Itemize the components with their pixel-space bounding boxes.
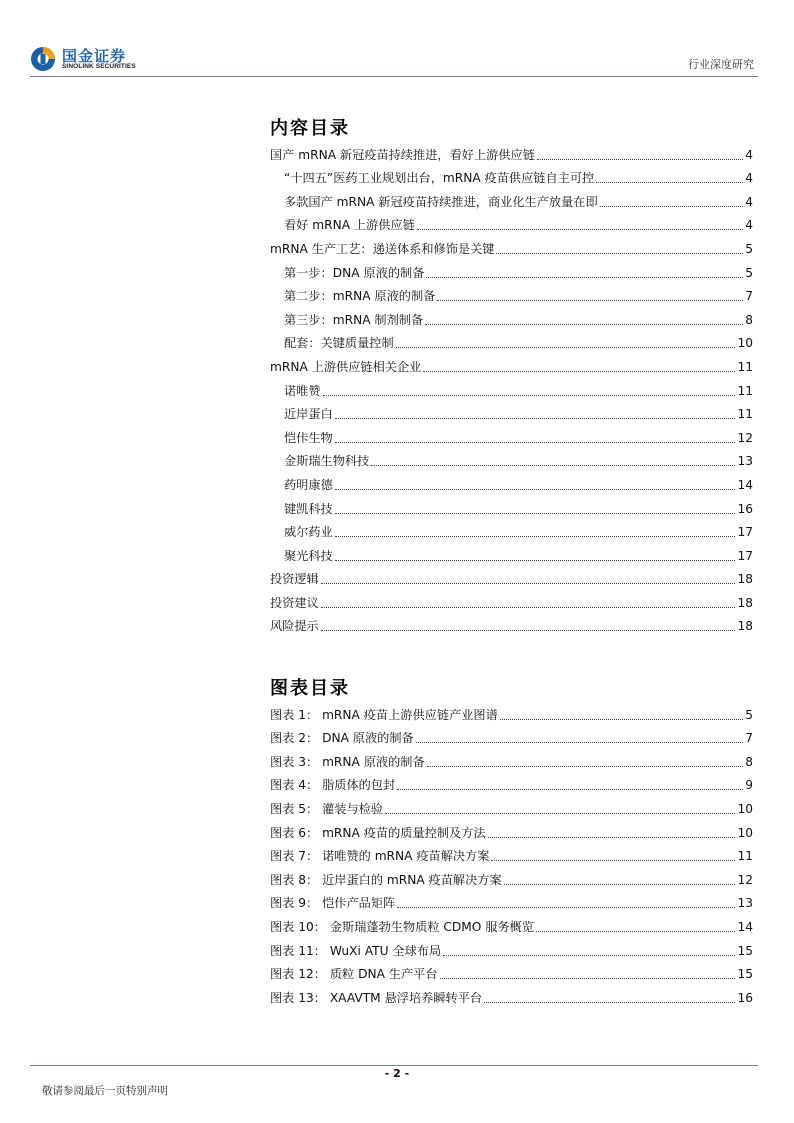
figure-entry-page-number: 15 (737, 943, 753, 958)
toc-entry-page-number: 16 (737, 501, 753, 516)
figure-entry-page-number: 12 (737, 872, 753, 887)
page-number: - 2 - (384, 1067, 410, 1080)
dot-leader (423, 371, 735, 372)
toc-entry[interactable] (270, 611, 753, 635)
figure-entry[interactable] (270, 959, 753, 983)
report-type-label: 行业深度研究 (688, 58, 754, 71)
sinolink-logo-icon (30, 46, 56, 72)
dot-leader (600, 206, 744, 207)
toc-entry-page-number: 5 (745, 241, 753, 256)
toc-entry[interactable] (270, 281, 753, 305)
toc-entry-page-number: 4 (745, 194, 753, 209)
header-divider (30, 76, 758, 77)
dot-leader (321, 583, 736, 584)
toc-entry[interactable] (270, 163, 753, 187)
figure-entry-page-number: 7 (745, 731, 753, 746)
toc-entry-label: 诺唯赞 (284, 383, 321, 398)
toc-entry[interactable] (270, 186, 753, 210)
toc-entry-label: 投资建议 (270, 595, 319, 610)
toc-entry-page-number: 13 (737, 454, 753, 469)
figure-entry-page-number: 13 (737, 896, 753, 911)
toc-entry-label: 配套：关键质量控制 (284, 336, 394, 351)
figure-entry[interactable] (270, 888, 753, 912)
dot-leader (426, 277, 743, 278)
disclaimer-note: 敬请参阅最后一页特别声明 (42, 1085, 168, 1097)
footer-divider (30, 1065, 758, 1066)
figure-entry[interactable] (270, 982, 753, 1006)
toc-entry-page-number: 17 (737, 525, 753, 540)
figure-entry-label: 图表 6： mRNA 疫苗的质量控制及方法 (270, 825, 486, 840)
toc-entry[interactable] (270, 351, 753, 375)
toc-entry-page-number: 18 (737, 572, 753, 587)
figure-entry-label: 图表 11： WuXi ATU 全球布局 (270, 943, 442, 958)
figure-entry-page-number: 8 (745, 754, 753, 769)
figure-entry-label: 图表 7： 诺唯赞的 mRNA 疫苗解决方案 (270, 849, 490, 864)
dot-leader (335, 560, 736, 561)
figure-entry-label: 图表 5： 灌装与检验 (270, 801, 384, 816)
dot-leader (335, 442, 736, 443)
toc-entry[interactable] (270, 233, 753, 257)
dot-leader (397, 789, 743, 790)
figure-entry[interactable] (270, 723, 753, 747)
toc-entry-label: mRNA 生产工艺：递送体系和修饰是关键 (270, 241, 495, 256)
dot-leader (537, 159, 743, 160)
toc-entry[interactable] (270, 399, 753, 423)
toc-entry[interactable] (270, 469, 753, 493)
toc-entry-page-number: 7 (745, 289, 753, 304)
figure-entry[interactable] (270, 770, 753, 794)
dot-leader (437, 300, 743, 301)
figure-entry-label: 图表 9： 恺佧产品矩阵 (270, 896, 396, 911)
toc-entry-label: 投资逻辑 (270, 572, 319, 587)
figure-entry-label: 图表 1： mRNA 疫苗上游供应链产业图谱 (270, 707, 498, 722)
toc-entry-label: 药明康德 (284, 477, 333, 492)
dot-leader (416, 742, 744, 743)
figure-entry-page-number: 15 (737, 967, 753, 982)
toc-entry-label: “十四五”医药工业规划出台，mRNA 疫苗供应链自主可控 (284, 171, 595, 186)
figure-entry-label: 图表 8： 近岸蛋白的 mRNA 疫苗解决方案 (270, 872, 502, 887)
dot-leader (397, 907, 735, 908)
toc-entry[interactable] (270, 446, 753, 470)
figure-entry[interactable] (270, 841, 753, 865)
toc-entry[interactable] (270, 139, 753, 163)
dot-leader (335, 489, 736, 490)
dot-leader (371, 465, 735, 466)
figure-entry[interactable] (270, 699, 753, 723)
toc-entry[interactable] (270, 564, 753, 588)
figure-entry-label: 图表 3： mRNA 原液的制备 (270, 754, 425, 769)
toc-entry[interactable] (270, 328, 753, 352)
toc-entry[interactable] (270, 540, 753, 564)
figure-entry[interactable] (270, 864, 753, 888)
toc-entry-label: mRNA 上游供应链相关企业 (270, 359, 422, 374)
dot-leader (335, 536, 736, 537)
dot-leader (425, 324, 743, 325)
dot-leader (385, 813, 735, 814)
figure-entry[interactable] (270, 911, 753, 935)
toc-entry-label: 恺佧生物 (284, 430, 333, 445)
figure-entry-label: 图表 2： DNA 原液的制备 (270, 731, 414, 746)
toc-entry-page-number: 12 (737, 430, 753, 445)
dot-leader (484, 1002, 735, 1003)
toc-entry-label: 国产 mRNA 新冠疫苗持续推进，看好上游供应链 (270, 147, 535, 162)
figure-entry-label: 图表 10： 金斯瑞蓬勃生物质粒 CDMO 服务概览 (270, 919, 535, 934)
logo-chinese-text: 国金证券 (62, 47, 127, 65)
toc-entry-page-number: 10 (737, 336, 753, 351)
dot-leader (323, 395, 736, 396)
logo-english-text: SINOLINK SECURITIES (62, 63, 136, 70)
toc-entry-label: 第三步：mRNA 制剂制备 (284, 312, 424, 327)
dot-leader (504, 884, 736, 885)
figure-entry-page-number: 10 (737, 801, 753, 816)
figure-entry-page-number: 10 (737, 825, 753, 840)
toc-entry-page-number: 4 (745, 171, 753, 186)
dot-leader (536, 931, 735, 932)
toc-title: 内容目录 (270, 118, 350, 139)
toc-entry[interactable] (270, 517, 753, 541)
figure-entry[interactable] (270, 793, 753, 817)
dot-leader (596, 182, 743, 183)
toc-entry-label: 威尔药业 (284, 525, 333, 540)
dot-leader (321, 607, 736, 608)
toc-entry-label: 第二步：mRNA 原液的制备 (284, 289, 436, 304)
toc-entry-page-number: 4 (745, 147, 753, 162)
toc-entry-label: 金斯瑞生物科技 (284, 454, 370, 469)
toc-entry-page-number: 17 (737, 548, 753, 563)
figure-entry[interactable] (270, 935, 753, 959)
toc-entry-page-number: 18 (737, 595, 753, 610)
toc-entry-page-number: 8 (745, 312, 753, 327)
toc-entry[interactable] (270, 304, 753, 328)
toc-entry[interactable] (270, 210, 753, 234)
dot-leader (491, 860, 735, 861)
figure-entry-label: 图表 13： XAAVTM 悬浮培养瞬转平台 (270, 990, 483, 1005)
dot-leader (321, 630, 736, 631)
toc-entry-label: 键凯科技 (284, 501, 333, 516)
figure-entry[interactable] (270, 746, 753, 770)
figure-entry-page-number: 5 (745, 707, 753, 722)
dot-leader (496, 253, 743, 254)
dot-leader (443, 955, 735, 956)
toc-entry-page-number: 5 (745, 265, 753, 280)
dot-leader (440, 978, 736, 979)
figure-entry-page-number: 11 (737, 849, 753, 864)
dot-leader (500, 719, 743, 720)
toc-entry[interactable] (270, 587, 753, 611)
dot-leader (335, 513, 736, 514)
figure-entry-page-number: 14 (737, 919, 753, 934)
figure-list-title: 图表目录 (270, 678, 350, 699)
toc-entry-label: 看好 mRNA 上游供应链 (284, 218, 415, 233)
toc-entry[interactable] (270, 257, 753, 281)
toc-entry-page-number: 14 (737, 477, 753, 492)
company-logo (30, 46, 150, 74)
toc-entry-page-number: 18 (737, 619, 753, 634)
dot-leader (417, 229, 743, 230)
toc-entry-page-number: 11 (737, 359, 753, 374)
toc-entry-label: 多款国产 mRNA 新冠疫苗持续推进，商业化生产放量在即 (284, 194, 598, 209)
dot-leader (396, 347, 736, 348)
figure-entry-label: 图表 12： 质粒 DNA 生产平台 (270, 967, 438, 982)
toc-entry[interactable] (270, 422, 753, 446)
figure-entry-page-number: 9 (745, 778, 753, 793)
toc-entry-page-number: 4 (745, 218, 753, 233)
figure-entry-label: 图表 4： 脂质体的包封 (270, 778, 396, 793)
table-of-contents (270, 139, 753, 634)
figure-entry[interactable] (270, 817, 753, 841)
toc-entry-page-number: 11 (737, 407, 753, 422)
figure-list (270, 699, 753, 1006)
figure-entry-page-number: 16 (737, 990, 753, 1005)
toc-entry-label: 聚光科技 (284, 548, 333, 563)
toc-entry-label: 风险提示 (270, 619, 319, 634)
toc-entry-label: 近岸蛋白 (284, 407, 333, 422)
toc-entry[interactable] (270, 493, 753, 517)
toc-entry[interactable] (270, 375, 753, 399)
toc-entry-label: 第一步：DNA 原液的制备 (284, 265, 425, 280)
dot-leader (335, 418, 736, 419)
dot-leader (488, 837, 736, 838)
dot-leader (427, 766, 744, 767)
page-header (0, 0, 794, 80)
toc-entry-page-number: 11 (737, 383, 753, 398)
